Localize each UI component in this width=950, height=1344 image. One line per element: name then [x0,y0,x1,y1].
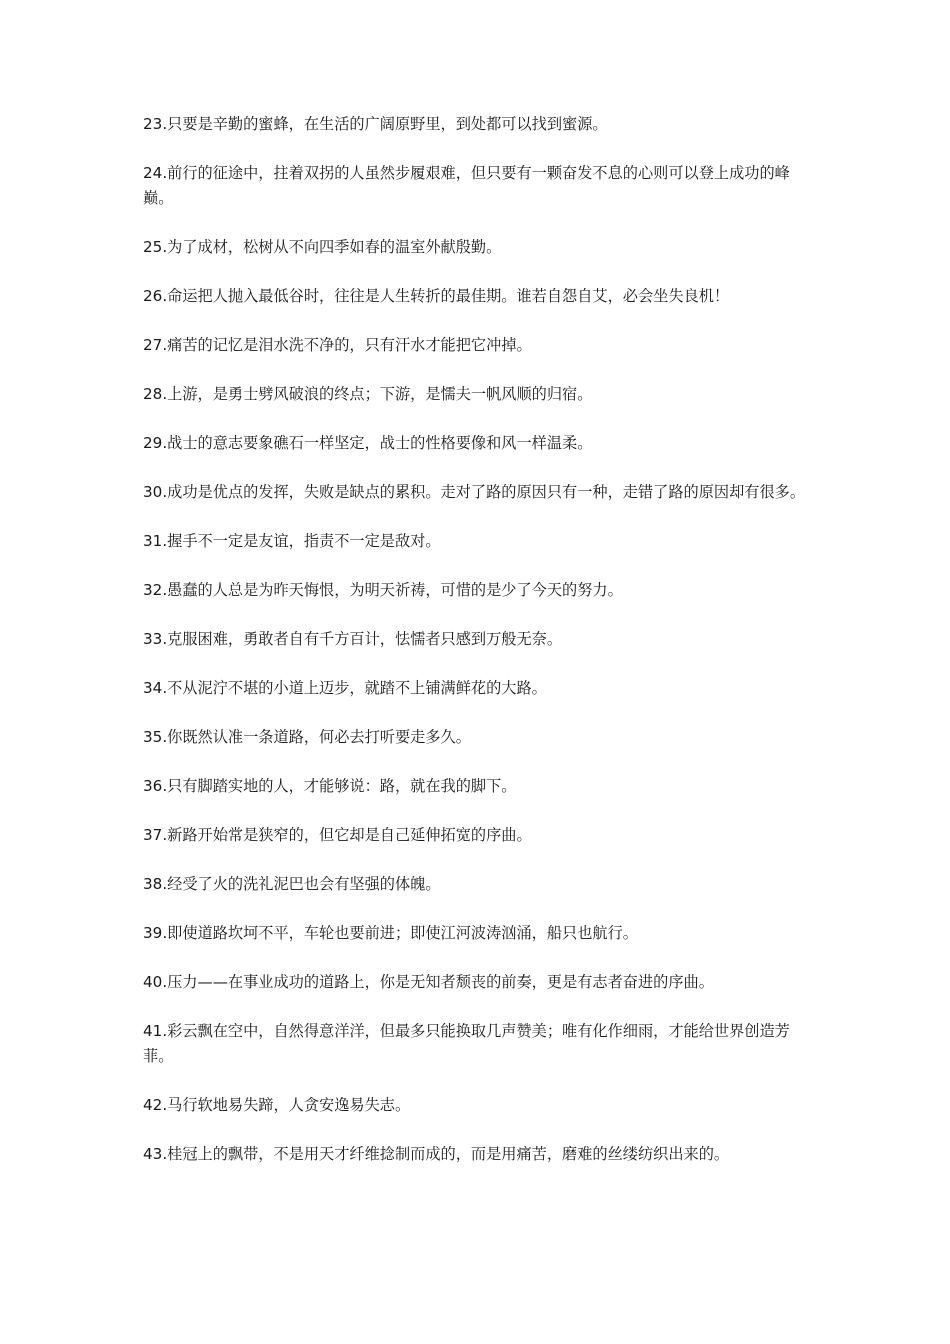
quote-31: 31.握手不一定是友谊，指责不一定是敌对。 [143,532,441,550]
quote-43: 43.桂冠上的飘带，不是用天才纤维捻制而成的，而是用痛苦，磨难的丝缕纺织出来的。 [143,1145,730,1163]
quote-28: 28.上游，是勇士劈风破浪的终点；下游，是懦夫一帆风顺的归宿。 [143,385,593,403]
quote-list [143,112,808,1191]
quote-41: 41.彩云飘在空中，自然得意洋洋，但最多只能换取几声赞美；唯有化作细雨，才能给世界创造芳菲。 [143,1022,790,1065]
quote-38: 38.经受了火的洗礼泥巴也会有坚强的体魄。 [143,875,441,893]
quote-32: 32.愚蠢的人总是为昨天悔恨，为明天祈祷，可惜的是少了今天的努力。 [143,581,623,599]
quote-36: 36.只有脚踏实地的人，才能够说：路，就在我的脚下。 [143,777,517,795]
quote-33: 33.克服困难，勇敢者自有千方百计，怯懦者只感到万般无奈。 [143,630,563,648]
quote-34: 34.不从泥泞不堪的小道上迈步，就踏不上铺满鲜花的大路。 [143,679,547,697]
quote-29: 29.战士的意志要象礁石一样坚定，战士的性格要像和风一样温柔。 [143,434,593,452]
quote-30: 30.成功是优点的发挥，失败是缺点的累积。走对了路的原因只有一种，走错了路的原因却有很多。 [143,483,806,501]
quote-35: 35.你既然认准一条道路，何必去打听要走多久。 [143,728,471,746]
quote-37: 37.新路开始常是狭窄的，但它却是自己延伸拓宽的序曲。 [143,826,532,844]
quote-42: 42.马行软地易失蹄，人贪安逸易失志。 [143,1096,411,1114]
quote-39: 39.即使道路坎坷不平，车轮也要前进；即使江河波涛汹涌，船只也航行。 [143,924,638,942]
quote-27: 27.痛苦的记忆是泪水洗不净的，只有汗水才能把它冲掉。 [143,336,532,354]
quote-26: 26.命运把人抛入最低谷时，往往是人生转折的最佳期。谁若自怨自艾，必会坐失良机！ [143,287,730,305]
quote-25: 25.为了成材，松树从不向四季如春的温室外献殷勤。 [143,238,502,256]
quote-23: 23.只要是辛勤的蜜蜂，在生活的广阔原野里，到处都可以找到蜜源。 [143,115,608,133]
quote-40: 40.压力——在事业成功的道路上，你是无知者颓丧的前奏，更是有志者奋进的序曲。 [143,973,714,991]
quote-24: 24.前行的征途中，拄着双拐的人虽然步履艰难，但只要有一颗奋发不息的心则可以登上成功的峰巅。 [143,164,790,207]
